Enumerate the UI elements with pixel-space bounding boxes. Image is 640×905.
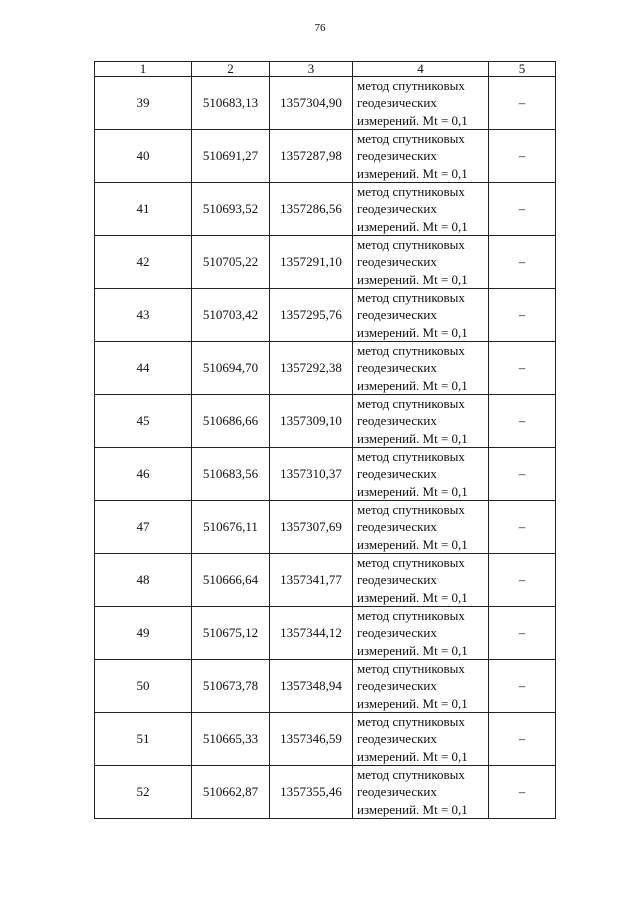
table-row [95,77,556,130]
coordinates-table [94,61,556,819]
method-line: геодезических [357,678,437,694]
method-cell [353,607,489,660]
method-line: измерений. Mt = 0,1 [357,536,468,552]
note-cell: – [489,554,556,607]
method-cell [353,77,489,130]
method-line: метод спутниковых [357,767,465,783]
x-coordinate-cell: 510691,27 [192,130,270,183]
x-coordinate-cell: 510683,56 [192,448,270,501]
method-line: метод спутниковых [357,502,465,518]
method-line: геодезических [357,519,437,535]
method-line: метод спутниковых [357,343,465,359]
method-line: геодезических [357,466,437,482]
method-cell [353,130,489,183]
method-line: измерений. Mt = 0,1 [357,112,468,128]
method-line: геодезических [357,148,437,164]
point-number-cell: 50 [95,660,192,713]
point-number-cell: 44 [95,342,192,395]
point-number-cell: 43 [95,289,192,342]
method-line: измерений. Mt = 0,1 [357,589,468,605]
y-coordinate-cell: 1357291,10 [270,236,353,289]
point-number-cell: 39 [95,77,192,130]
point-number-cell: 48 [95,554,192,607]
column-header: 4 [353,62,489,77]
note-cell: – [489,130,556,183]
x-coordinate-cell: 510705,22 [192,236,270,289]
method-line: измерений. Mt = 0,1 [357,218,468,234]
point-number-cell: 51 [95,713,192,766]
point-number-cell: 49 [95,607,192,660]
y-coordinate-cell: 1357344,12 [270,607,353,660]
table-row [95,554,556,607]
y-coordinate-cell: 1357348,94 [270,660,353,713]
point-number-cell: 46 [95,448,192,501]
method-line: измерений. Mt = 0,1 [357,271,468,287]
x-coordinate-cell: 510673,78 [192,660,270,713]
method-line: метод спутниковых [357,449,465,465]
page-number: 76 [314,22,326,34]
note-cell: – [489,713,556,766]
note-cell: – [489,236,556,289]
x-coordinate-cell: 510703,42 [192,289,270,342]
y-coordinate-cell: 1357307,69 [270,501,353,554]
note-cell: – [489,660,556,713]
y-coordinate-cell: 1357355,46 [270,766,353,819]
method-line: геодезических [357,413,437,429]
method-line: измерений. Mt = 0,1 [357,642,468,658]
method-line: геодезических [357,731,437,747]
note-cell: – [489,183,556,236]
note-cell: – [489,395,556,448]
column-header: 2 [192,62,270,77]
y-coordinate-cell: 1357310,37 [270,448,353,501]
note-cell: – [489,501,556,554]
method-line: метод спутниковых [357,396,465,412]
column-header: 3 [270,62,353,77]
method-cell [353,395,489,448]
table-row [95,660,556,713]
note-cell: – [489,77,556,130]
x-coordinate-cell: 510676,11 [192,501,270,554]
table-row [95,289,556,342]
method-line: геодезических [357,572,437,588]
method-line: геодезических [357,360,437,376]
method-line: измерений. Mt = 0,1 [357,801,468,817]
method-line: измерений. Mt = 0,1 [357,695,468,711]
note-cell: – [489,607,556,660]
method-line: метод спутниковых [357,78,465,94]
method-line: геодезических [357,95,437,111]
method-line: измерений. Mt = 0,1 [357,483,468,499]
x-coordinate-cell: 510686,66 [192,395,270,448]
method-line: метод спутниковых [357,661,465,677]
method-line: измерений. Mt = 0,1 [357,377,468,393]
method-cell [353,766,489,819]
x-coordinate-cell: 510694,70 [192,342,270,395]
method-cell [353,289,489,342]
table-row [95,183,556,236]
method-line: геодезических [357,625,437,641]
method-cell [353,660,489,713]
y-coordinate-cell: 1357309,10 [270,395,353,448]
table-row [95,501,556,554]
table-row [95,448,556,501]
method-line: геодезических [357,784,437,800]
x-coordinate-cell: 510675,12 [192,607,270,660]
method-cell [353,236,489,289]
point-number-cell: 40 [95,130,192,183]
method-cell [353,713,489,766]
point-number-cell: 42 [95,236,192,289]
method-line: измерений. Mt = 0,1 [357,165,468,181]
point-number-cell: 41 [95,183,192,236]
y-coordinate-cell: 1357287,98 [270,130,353,183]
method-line: геодезических [357,201,437,217]
table-body [95,77,556,819]
method-cell [353,501,489,554]
x-coordinate-cell: 510665,33 [192,713,270,766]
table-header-row [95,62,556,77]
y-coordinate-cell: 1357295,76 [270,289,353,342]
method-cell [353,554,489,607]
point-number-cell: 52 [95,766,192,819]
method-line: метод спутниковых [357,237,465,253]
table-row [95,713,556,766]
x-coordinate-cell: 510662,87 [192,766,270,819]
y-coordinate-cell: 1357286,56 [270,183,353,236]
note-cell: – [489,766,556,819]
point-number-cell: 45 [95,395,192,448]
point-number-cell: 47 [95,501,192,554]
method-cell [353,448,489,501]
note-cell: – [489,342,556,395]
y-coordinate-cell: 1357292,38 [270,342,353,395]
column-header: 1 [95,62,192,77]
method-line: измерений. Mt = 0,1 [357,324,468,340]
table-row [95,342,556,395]
table-row [95,395,556,448]
method-line: измерений. Mt = 0,1 [357,430,468,446]
column-header: 5 [489,62,556,77]
method-line: измерений. Mt = 0,1 [357,748,468,764]
method-line: метод спутниковых [357,714,465,730]
x-coordinate-cell: 510666,64 [192,554,270,607]
table-row [95,130,556,183]
method-cell [353,342,489,395]
y-coordinate-cell: 1357304,90 [270,77,353,130]
method-line: метод спутниковых [357,608,465,624]
method-line: метод спутниковых [357,184,465,200]
method-line: геодезических [357,254,437,270]
x-coordinate-cell: 510683,13 [192,77,270,130]
y-coordinate-cell: 1357341,77 [270,554,353,607]
method-line: метод спутниковых [357,290,465,306]
table-row [95,236,556,289]
method-line: геодезических [357,307,437,323]
method-line: метод спутниковых [357,131,465,147]
x-coordinate-cell: 510693,52 [192,183,270,236]
note-cell: – [489,448,556,501]
table-row [95,766,556,819]
method-line: метод спутниковых [357,555,465,571]
method-cell [353,183,489,236]
note-cell: – [489,289,556,342]
y-coordinate-cell: 1357346,59 [270,713,353,766]
table-row [95,607,556,660]
